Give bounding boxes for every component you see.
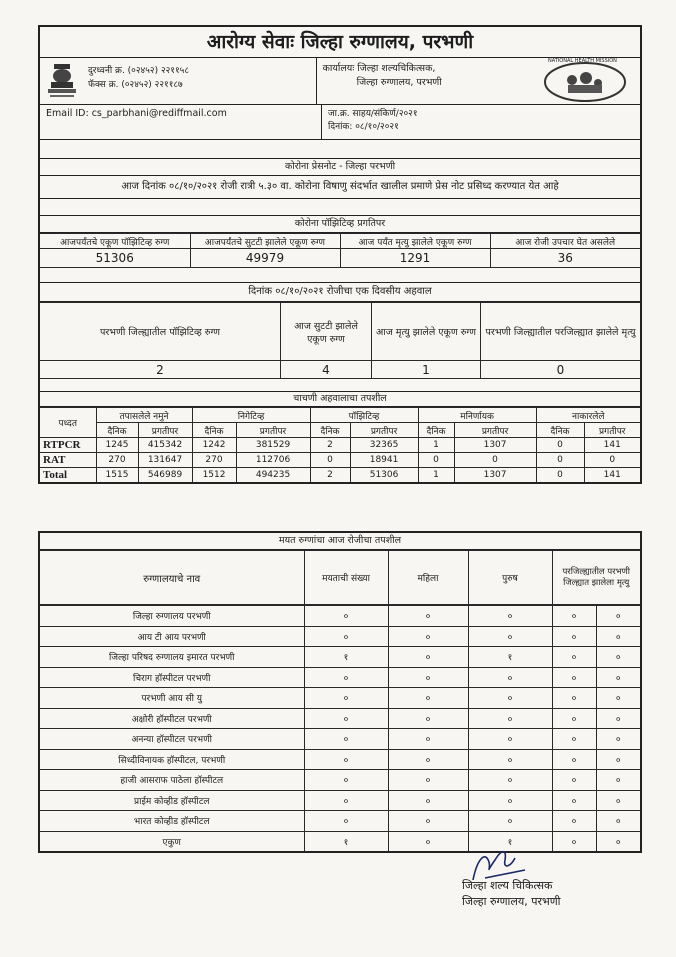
table-cell: 1242 bbox=[192, 438, 236, 453]
email-address: Email ID: cs_parbhani@rediffmail.com bbox=[40, 105, 322, 139]
table-cell: ० bbox=[596, 831, 640, 851]
hospital-name: परभणी आय सी यु bbox=[40, 688, 304, 709]
daily-discharged-value: 4 bbox=[281, 361, 372, 379]
table-cell: १ bbox=[468, 647, 552, 668]
reference-number: जा.क्र. साहय/संकिर्ण/२०२१ bbox=[328, 109, 418, 119]
female-header: महिला bbox=[388, 551, 468, 605]
reference-block bbox=[322, 105, 640, 139]
table-row bbox=[40, 770, 640, 791]
hospital-name: आय टी आय परभणी bbox=[40, 626, 304, 647]
tests-table bbox=[40, 407, 640, 482]
nhm-logo-text: NATIONAL HEALTH MISSION bbox=[548, 58, 617, 64]
contact-row bbox=[40, 105, 640, 140]
table-cell: १ bbox=[304, 647, 388, 668]
table-cell: 0 bbox=[536, 438, 584, 453]
daily-deaths-value: 1 bbox=[372, 361, 481, 379]
table-cell: 0 bbox=[584, 453, 640, 468]
table-row bbox=[40, 626, 640, 647]
table-cell: ० bbox=[304, 667, 388, 688]
nhm-logo bbox=[530, 58, 640, 104]
table-row bbox=[40, 468, 640, 483]
hospital-name: हाजी आसराफ पाठेला हॉस्पीटल bbox=[40, 770, 304, 791]
table-row bbox=[40, 647, 640, 668]
table-cell: ० bbox=[388, 790, 468, 811]
press-note-statement: आज दिनांक ०८/१०/२०२१ रोजी रात्री ५.३० वा. कोरोना विषाणु संदर्भात खालील प्रमाणे प्रेस नोट प्रसिध्द करण्यात येत आहे bbox=[40, 176, 640, 199]
test-method-name: Total bbox=[40, 468, 96, 483]
daily-header: आज सुटटी झालेले एकूण रुग्ण bbox=[281, 303, 372, 361]
table-cell: 131647 bbox=[138, 453, 192, 468]
table-cell: १ bbox=[304, 831, 388, 851]
table-row bbox=[40, 438, 640, 453]
table-cell: ० bbox=[468, 749, 552, 770]
hospital-name: भारत कोव्हीड हॉस्पीटल bbox=[40, 811, 304, 832]
state-emblem-icon bbox=[45, 62, 79, 100]
table-cell: 0 bbox=[454, 453, 536, 468]
table-cell: ० bbox=[596, 667, 640, 688]
table-cell: ० bbox=[388, 770, 468, 791]
daily-subheader: दैनिक bbox=[418, 423, 454, 438]
table-cell: 51306 bbox=[350, 468, 418, 483]
table-cell: 141 bbox=[584, 438, 640, 453]
table-row bbox=[40, 811, 640, 832]
table-cell: ० bbox=[304, 749, 388, 770]
table-row bbox=[40, 688, 640, 709]
signature-block bbox=[462, 878, 561, 910]
deaths-body bbox=[40, 605, 640, 851]
hospital-name: अक्षोरी हॉस्पीटल परभणी bbox=[40, 708, 304, 729]
table-cell: 0 bbox=[310, 453, 350, 468]
table-cell: ० bbox=[552, 626, 596, 647]
table-cell: ० bbox=[388, 749, 468, 770]
table-cell: 0 bbox=[418, 453, 454, 468]
progress-subheader: प्रगतीपर bbox=[454, 423, 536, 438]
table-row bbox=[40, 749, 640, 770]
cumulative-header: आज पर्यंत मृत्यु झालेले एकूण रुग्ण bbox=[340, 234, 490, 249]
table-cell: 2 bbox=[310, 468, 350, 483]
table-cell: ० bbox=[388, 606, 468, 627]
table-cell: ० bbox=[552, 811, 596, 832]
daily-table bbox=[40, 302, 640, 379]
table-cell: ० bbox=[304, 790, 388, 811]
table-cell: 546989 bbox=[138, 468, 192, 483]
table-row bbox=[40, 831, 640, 851]
table-cell: ० bbox=[468, 770, 552, 791]
table-cell: ० bbox=[468, 626, 552, 647]
progress-subheader: प्रगतीपर bbox=[236, 423, 310, 438]
table-cell: ० bbox=[552, 831, 596, 851]
spacer-row bbox=[40, 268, 640, 283]
table-cell: ० bbox=[552, 688, 596, 709]
table-cell: 415342 bbox=[138, 438, 192, 453]
table-cell: 494235 bbox=[236, 468, 310, 483]
table-cell: 141 bbox=[584, 468, 640, 483]
group-header: मनिर्णायक bbox=[418, 408, 536, 423]
nhm-logo-icon bbox=[530, 58, 640, 102]
table-cell: ० bbox=[304, 811, 388, 832]
method-header: पध्दत bbox=[40, 408, 96, 438]
table-row bbox=[40, 667, 640, 688]
hospital-name: प्राईम कोव्हीड हॉस्पीटल bbox=[40, 790, 304, 811]
daily-subheader: दैनिक bbox=[96, 423, 138, 438]
table-cell: ० bbox=[596, 688, 640, 709]
table-cell: ० bbox=[552, 729, 596, 750]
deaths-count-header: मयताची संख्या bbox=[304, 551, 388, 605]
male-header: पुरुष bbox=[468, 551, 552, 605]
table-cell: ० bbox=[388, 647, 468, 668]
progress-subheader: प्रगतीपर bbox=[350, 423, 418, 438]
table-cell: ० bbox=[304, 606, 388, 627]
table-cell: ० bbox=[468, 708, 552, 729]
hospital-name: जिल्हा रुग्णालय परभणी bbox=[40, 606, 304, 627]
deaths-frame bbox=[38, 531, 642, 853]
table-cell: ० bbox=[304, 708, 388, 729]
letterhead bbox=[40, 58, 640, 105]
signatory-office: जिल्हा रुग्णालय, परभणी bbox=[462, 895, 561, 908]
hospital-name-header: रुग्णालयाचे नाव bbox=[40, 551, 304, 605]
progress-subheader: प्रगतीपर bbox=[138, 423, 192, 438]
table-cell: 270 bbox=[96, 453, 138, 468]
spacer-row bbox=[40, 199, 640, 216]
table-cell: ० bbox=[468, 790, 552, 811]
table-cell: ० bbox=[596, 790, 640, 811]
table-cell: ० bbox=[388, 729, 468, 750]
table-row bbox=[40, 453, 640, 468]
table-cell: 270 bbox=[192, 453, 236, 468]
table-cell: 2 bbox=[310, 438, 350, 453]
daily-header: परभणी जिल्ह्यातील परजिल्ह्यात झालेले मृत्यु bbox=[481, 303, 641, 361]
table-cell: ० bbox=[596, 647, 640, 668]
press-note-frame bbox=[38, 25, 642, 484]
table-cell: 1 bbox=[418, 468, 454, 483]
daily-report-title: दिनांक ०८/१०/२०२१ रोजीचा एक दिवसीय अहवाल bbox=[40, 283, 640, 302]
hospital-name: अनन्या हॉस्पीटल परभणी bbox=[40, 729, 304, 750]
table-cell: ० bbox=[552, 749, 596, 770]
outside-district-header: परजिल्ह्यातील परभणी जिल्ह्यात झालेला मृत्यु bbox=[552, 551, 640, 605]
table-cell: ० bbox=[552, 770, 596, 791]
office-address bbox=[317, 58, 530, 104]
table-cell: ० bbox=[304, 626, 388, 647]
table-cell: 18941 bbox=[350, 453, 418, 468]
total-deaths-value: 1291 bbox=[340, 249, 490, 268]
office-line-1: कार्यालयः जिल्हा शल्यचिकित्सक, bbox=[322, 63, 436, 74]
hospital-name: एकुण bbox=[40, 831, 304, 851]
table-row bbox=[40, 606, 640, 627]
table-cell: ० bbox=[468, 667, 552, 688]
letterhead-left bbox=[40, 58, 317, 104]
table-cell: 32365 bbox=[350, 438, 418, 453]
test-method-name: RAT bbox=[40, 453, 96, 468]
cumulative-header: आजपर्यंतचे सुटटी झालेले एकूण रुग्ण bbox=[190, 234, 340, 249]
tests-title: चाचणी अहवालाचा तपशील bbox=[40, 392, 640, 407]
daily-outside-deaths-value: 0 bbox=[481, 361, 641, 379]
table-cell: 1512 bbox=[192, 468, 236, 483]
table-cell: ० bbox=[552, 606, 596, 627]
press-note-title: कोरोना प्रेसनोट - जिल्हा परभणी bbox=[40, 159, 640, 176]
table-row bbox=[40, 708, 640, 729]
total-positive-value: 51306 bbox=[40, 249, 190, 268]
daily-header: परभणी जिल्ह्यातील पॉझिटिव्ह रुग्ण bbox=[40, 303, 281, 361]
table-cell: 1245 bbox=[96, 438, 138, 453]
group-header: तपासलेले नमुने bbox=[96, 408, 192, 423]
table-cell: ० bbox=[304, 729, 388, 750]
table-cell: ० bbox=[304, 688, 388, 709]
table-cell: 1515 bbox=[96, 468, 138, 483]
table-cell: ० bbox=[388, 708, 468, 729]
daily-subheader: दैनिक bbox=[536, 423, 584, 438]
table-cell: ० bbox=[596, 626, 640, 647]
test-method-name: RTPCR bbox=[40, 438, 96, 453]
table-cell: ० bbox=[304, 770, 388, 791]
table-cell: 1307 bbox=[454, 438, 536, 453]
table-cell: ० bbox=[552, 790, 596, 811]
hospital-name: चिराग हॉस्पीटल परभणी bbox=[40, 667, 304, 688]
table-cell: 381529 bbox=[236, 438, 310, 453]
deaths-table bbox=[40, 550, 640, 605]
cumulative-header: आजपर्यंतचे एकूण पॉझिटिव्ह रुग्ण bbox=[40, 234, 190, 249]
table-cell: ० bbox=[468, 606, 552, 627]
table-cell: 112706 bbox=[236, 453, 310, 468]
table-row bbox=[40, 729, 640, 750]
phone-number: दुरध्वनी क्र. (०२४५२) २२११५८ bbox=[88, 66, 190, 76]
table-cell: ० bbox=[596, 811, 640, 832]
table-cell: 0 bbox=[536, 453, 584, 468]
table-cell: ० bbox=[552, 647, 596, 668]
spacer-row bbox=[40, 379, 640, 392]
page-title: आरोग्य सेवाः जिल्हा रुग्णालय, परभणी bbox=[40, 27, 640, 58]
table-cell: ० bbox=[468, 688, 552, 709]
table-cell: ० bbox=[388, 626, 468, 647]
hospital-name: जिल्हा परिषद रुग्णालय इमारत परभणी bbox=[40, 647, 304, 668]
table-cell: ० bbox=[596, 606, 640, 627]
table-cell: १ bbox=[468, 831, 552, 851]
group-header: निगेटिव्ह bbox=[192, 408, 310, 423]
office-line-2: जिल्हा रुग्णालय, परभणी bbox=[356, 77, 442, 88]
cumulative-header: आज रोजी उपचार घेत असलेले bbox=[490, 234, 640, 249]
daily-subheader: दैनिक bbox=[192, 423, 236, 438]
table-cell: ० bbox=[596, 749, 640, 770]
cumulative-title: कोरोना पॉझिटिव्ह प्रगतिपर bbox=[40, 216, 640, 233]
table-cell: ० bbox=[468, 811, 552, 832]
table-cell: ० bbox=[388, 831, 468, 851]
signatory-title: जिल्हा शल्य चिकित्सक bbox=[462, 879, 553, 892]
table-cell: ० bbox=[388, 688, 468, 709]
daily-positive-value: 2 bbox=[40, 361, 281, 379]
daily-header: आज मृत्यु झालेले एकूण रुग्ण bbox=[372, 303, 481, 361]
deaths-title: मयत रुग्णांचा आज रोजीचा तपशील bbox=[40, 533, 640, 550]
progress-subheader: प्रगतीपर bbox=[584, 423, 640, 438]
group-header: नाकारलेले bbox=[536, 408, 640, 423]
fax-number: फॅक्स क्र. (०२४५२) २२११८७ bbox=[88, 80, 183, 90]
table-cell: ० bbox=[552, 667, 596, 688]
table-cell: ० bbox=[468, 729, 552, 750]
hospital-name: सिध्दीविनायक हॉस्पीटल, परभणी bbox=[40, 749, 304, 770]
table-cell: ० bbox=[388, 667, 468, 688]
table-cell: ० bbox=[596, 708, 640, 729]
table-cell: ० bbox=[388, 811, 468, 832]
table-cell: 1307 bbox=[454, 468, 536, 483]
spacer-row bbox=[40, 140, 640, 159]
total-discharged-value: 49979 bbox=[190, 249, 340, 268]
table-cell: ० bbox=[596, 770, 640, 791]
active-cases-value: 36 bbox=[490, 249, 640, 268]
table-row bbox=[40, 790, 640, 811]
table-cell: ० bbox=[596, 729, 640, 750]
daily-subheader: दैनिक bbox=[310, 423, 350, 438]
cumulative-table bbox=[40, 233, 640, 268]
table-cell: 1 bbox=[418, 438, 454, 453]
group-header: पॉझिटिव्ह bbox=[310, 408, 418, 423]
table-cell: 0 bbox=[536, 468, 584, 483]
table-cell: ० bbox=[552, 708, 596, 729]
letter-date: दिनांक: ०८/१०/२०२१ bbox=[328, 122, 399, 132]
